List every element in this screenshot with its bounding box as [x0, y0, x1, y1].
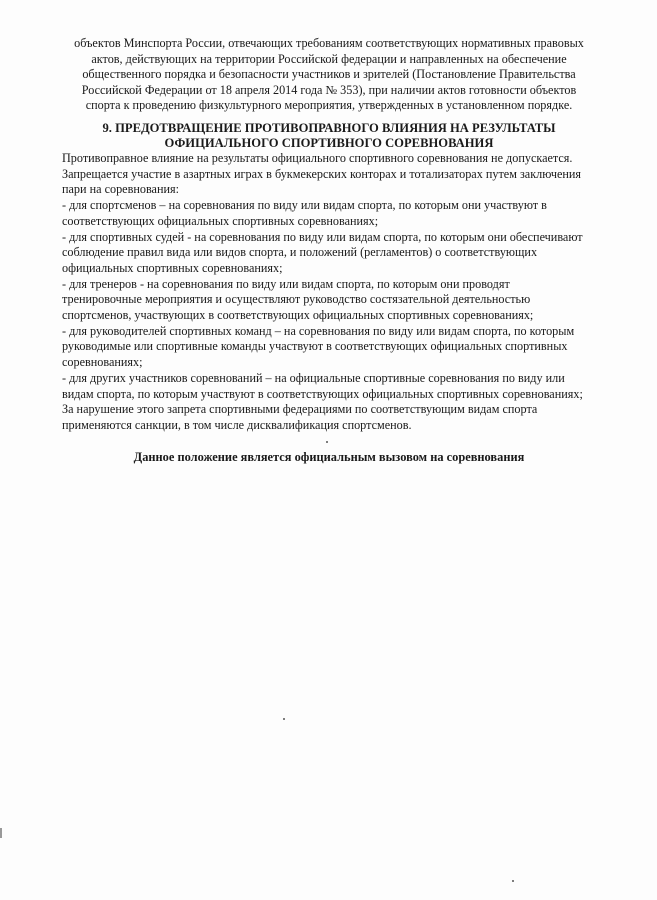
- body-line: спортсменов, участвующих в соответствующих официальных спортивных соревнованиях;: [62, 308, 534, 323]
- intro-line: актов, действующих на территории Российской федерации и направленных на обеспечение: [91, 51, 567, 66]
- intro-line: спорта к проведению физкультурного мероприятия, утвержденных в установленном порядке.: [85, 98, 573, 113]
- intro-paragraph: [40, 36, 618, 114]
- scan-speck: [326, 441, 328, 443]
- body-line: - для других участников соревнований – на официальные спортивные соревнования по виду или: [62, 370, 565, 385]
- intro-line: объектов Минспорта России, отвечающих требованиям соответствующих нормативных правовых: [74, 36, 584, 50]
- body-line: Запрещается участие в азартных играх в букмекерских конторах и тотализаторах путем заключения: [62, 166, 582, 181]
- body-line: соревнованиях;: [62, 355, 143, 370]
- scan-speck: [283, 718, 285, 720]
- section-heading-line: ОФИЦИАЛЬНОГО СПОРТИВНОГО СОРЕВНОВАНИЯ: [164, 135, 494, 150]
- intro-line: Российской Федерации от 18 апреля 2014 года № 353), при наличии актов готовности объектов: [81, 82, 577, 97]
- body-line: применяются санкции, в том числе дисквалификация спортсменов.: [62, 417, 412, 432]
- body-line: За нарушение этого запрета спортивными федерациями по соответствующим видам спорта: [62, 402, 538, 417]
- section-body: [62, 151, 622, 434]
- scan-edge-mark: [0, 828, 2, 838]
- body-line: соответствующих официальных спортивных соревнованиях;: [62, 213, 379, 228]
- body-line: соблюдение правил вида или видов спорта, и положений (регламентов) о соответствующих: [62, 245, 538, 260]
- body-line: Противоправное влияние на результаты официального спортивного соревнования не допускается.: [62, 151, 573, 165]
- section-heading-line: 9. ПРЕДОТВРАЩЕНИЕ ПРОТИВОПРАВНОГО ВЛИЯНИЯ НА РЕЗУЛЬТАТЫ: [102, 121, 556, 135]
- body-line: - для спортсменов – на соревнования по виду или видам спорта, по которым они участвуют в: [62, 198, 547, 213]
- body-line: - для спортивных судей - на соревнования по виду или видам спорта, по которым они обеспечивают: [62, 229, 583, 244]
- body-line: руководимые или спортивные команды участвуют в соответствующих официальных спортивных: [62, 339, 568, 354]
- intro-line: общественного порядка и безопасности участников и зрителей (Постановление Правительства: [82, 67, 576, 82]
- body-line: официальных спортивных соревнованиях;: [62, 260, 283, 275]
- closing-statement: Данное положение является официальным вызовом на соревнования: [133, 450, 525, 464]
- body-line: тренировочные мероприятия и осуществляют руководство состязательной деятельностью: [62, 292, 531, 307]
- body-line: - для руководителей спортивных команд – на соревнования по виду или видам спорта, по которым: [62, 323, 575, 338]
- body-line: - для тренеров - на соревнования по виду или видам спорта, по которым они проводят: [62, 276, 510, 291]
- scan-speck: [512, 880, 514, 882]
- section-heading: [40, 121, 618, 150]
- body-line: пари на соревнования:: [62, 182, 179, 197]
- body-line: видам спорта, по которым участвуют в соответствующих официальных спортивных соревнованиях;: [62, 386, 583, 401]
